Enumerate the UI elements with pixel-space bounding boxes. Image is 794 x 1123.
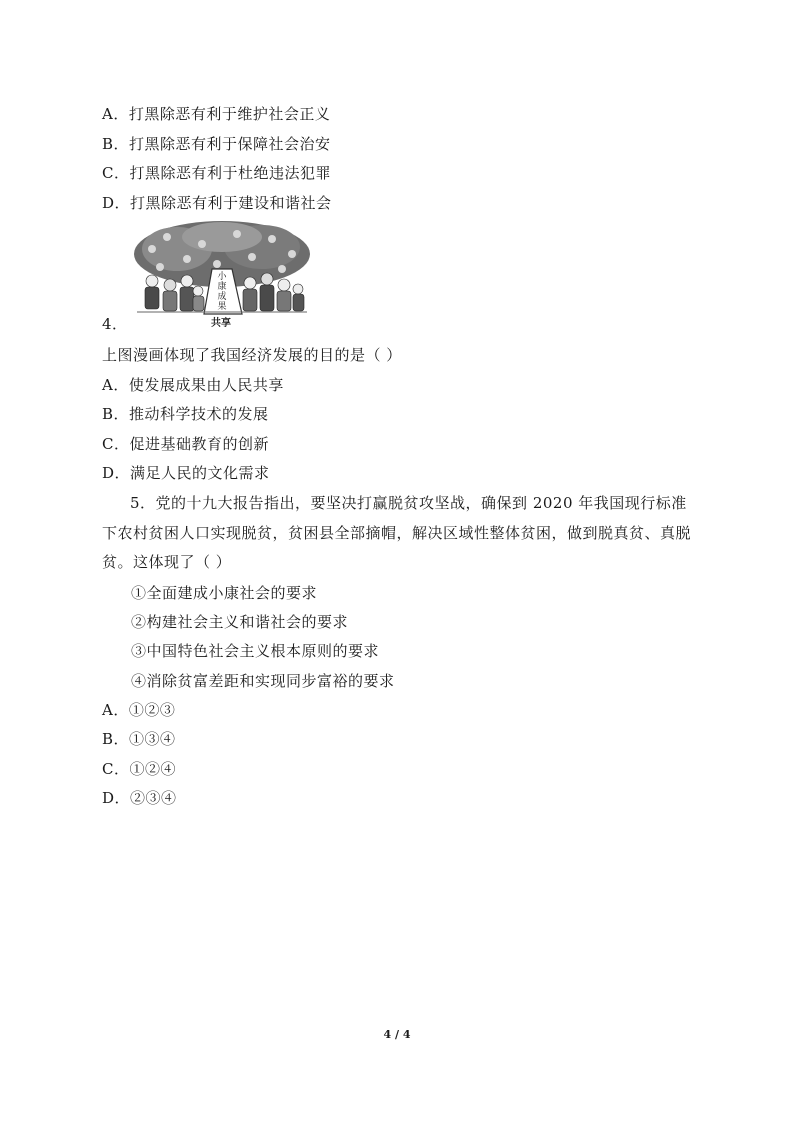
q3-option-a: A．打黑除恶有利于维护社会正义	[102, 105, 331, 123]
q5-option-b: B．①③④	[102, 730, 176, 748]
q5-statement-4: ④消除贫富差距和实现同步富裕的要求	[131, 672, 395, 690]
q4-option-d: D．满足人民的文化需求	[102, 464, 270, 482]
q4-option-c: C．促进基础教育的创新	[102, 435, 269, 453]
q3-option-b: B．打黑除恶有利于保障社会治安	[102, 135, 331, 153]
q4-option-a: A．使发展成果由人民共享	[102, 376, 284, 394]
q5-stem: 5．党的十九大报告指出，要坚决打赢脱贫攻坚战，确保到 2020 年我国现行标准下农村贫困人口实现脱贫，贫困县全部摘帽，解决区域性整体贫困，做到脱真贫、真脱贫。这体现了（ ）	[102, 494, 692, 571]
trunk-text: 小康成果	[217, 272, 227, 312]
q3-option-c: C．打黑除恶有利于杜绝违法犯罪	[102, 164, 331, 182]
sharing-cartoon-image	[132, 219, 310, 331]
q5-option-d: D．②③④	[102, 789, 177, 807]
q4-number: 4．	[102, 315, 128, 333]
q5-option-c: C．①②④	[102, 760, 176, 778]
q5-statement-1: ①全面建成小康社会的要求	[131, 584, 318, 602]
q3-option-d: D．打黑除恶有利于建设和谐社会	[102, 194, 332, 212]
cartoon-caption: 共享	[211, 318, 231, 329]
q5-statement-2: ②构建社会主义和谐社会的要求	[131, 613, 349, 631]
q4-option-b: B．推动科学技术的发展	[102, 405, 269, 423]
q5-statement-3: ③中国特色社会主义根本原则的要求	[131, 642, 380, 660]
q4-stem: 上图漫画体现了我国经济发展的目的是（ ）	[102, 346, 402, 364]
q5-option-a: A．①②③	[102, 701, 176, 719]
page-number: 4 / 4	[383, 1028, 411, 1041]
